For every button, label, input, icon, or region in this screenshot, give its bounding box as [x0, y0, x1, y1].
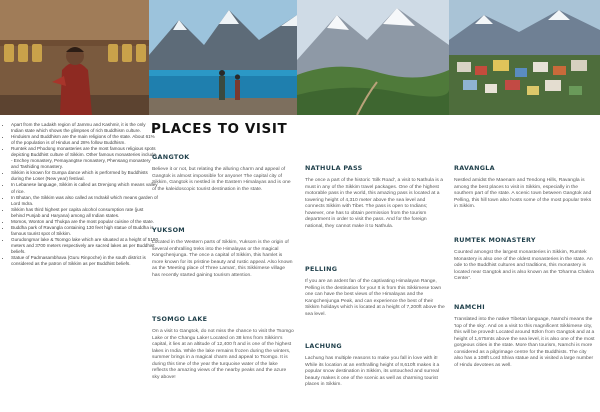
section-namchi	[454, 303, 596, 369]
village-photo	[449, 0, 600, 115]
section-body: Lachung has multiple reasons to make you fall in love with it! While its location at an enthralling height of 8,610ft makes it a popular snow destination in Sikkim, its untouched and surreal beauty makes it one of the scenic as well as charming tourist places in Sikkim.	[305, 356, 440, 388]
fact-item: • Buddha park of Ravangla containing 130 feet high statue of Buddha is famous tourist spot of Sikkim.	[11, 225, 158, 237]
fact-item: • Sikkim has third highest per capita alcohol consumption rate (just behind Punjab and Haryana) among all Indian states.	[11, 207, 158, 219]
section-heading: GANGTOK	[152, 153, 190, 161]
section-tsomgo-lake	[152, 315, 294, 381]
section-gangtok	[152, 153, 294, 193]
fact-item: • Statue of Padmasambhava (Guru Rinpoche) in the south district is considered as the patron of Sikkim as per Buddhist beliefs.	[11, 255, 158, 267]
section-nathula-pass	[305, 164, 445, 230]
lake-hikers-photo	[149, 0, 297, 115]
section-lachung	[305, 342, 445, 389]
fact-item: • Sikkim is known for Gumpa dance which is performed by Buddhists during the Loser (New year) festival.	[11, 170, 158, 182]
fact-item: • Rumtek and Phodong monasteries are the most famous religious spots depicting Buddhist culture of Sikkim. Other famous monasteries include - Enchey monastery, Pemayangtse monastery, Phensang monastery and Tashiding monastery.	[11, 146, 158, 170]
monastery-photo	[0, 0, 149, 115]
section-ravangla	[454, 164, 596, 211]
fact-item: • Momos, Wonton and Thukpa are the most popular cuisine of the state.	[11, 219, 158, 225]
section-heading: TSOMGO LAKE	[152, 315, 208, 323]
section-heading: YUKSOM	[152, 226, 185, 234]
section-body: If you are an ardent fan of the captivating Himalayan Range, Pelling is the destination for you! It is from this Sikkimese town one can have the best views of the Himalayas and the Kangchenjunga Peak, and can experience the best of their Sikkim holidays which is located at a height of 7,200ft above the sea level.	[305, 279, 445, 317]
section-body: On a visit to Gangtok, do not miss the chance to visit the Tsomgo Lake or the Changu Lake! Located on 38 kms from Sikkim's capital, it lies at an altitude of 12,400 ft and is one of the highest lakes in India. While the lake remains frozen during the winters, summer brings in a magical charm and appeal to Tsomgo. It is during this time of the year the turquoise water of the lake reflects the amazing views of the nearby peaks and the azure sky above!	[152, 329, 294, 380]
mountain-valley-photo	[297, 0, 449, 115]
page-title: PLACES TO VISIT	[151, 121, 288, 137]
section-heading: LACHUNG	[305, 342, 342, 350]
section-body: Translated into the native Tibetan language, Namchi means the 'top of the sky'. And on a visit to this magnificent Sikkimese city, this will be proved! Located around 92km from Gangtok and at a height of 1,675mts above the sea level, it is also one of the most gorgeous cities in the state. More than tourism, Namchi is more considered as a pilgrimage centre for the Buddhists. The city also has a 108ft Lord Shiva statue and is visited a large number of Hindu devotees as well.	[454, 317, 595, 368]
section-heading: PELLING	[305, 265, 338, 273]
section-body: Counted amongst the largest monasteries in Sikkim, Rumtek Monastery is also one of the oldest monasteries in the state. An ode to the Buddhist cultures and traditions, this monastery is located near Gangtok and is also known as the 'Dharma Chakra Center'.	[454, 250, 594, 282]
section-body: Nestled amidst the Maenam and Tendong Hills, Ravangla is among the best places to visit in Sikkim, especially in the southern part of the state. A scenic town between Gangtok and Pelling, this hill town also hosts some of the most popular treks in Sikkim.	[454, 178, 592, 210]
section-rumtek-monastery	[454, 236, 596, 283]
section-heading: RUMTEK MONASTERY	[454, 236, 536, 244]
fact-item: • In Lebanese language, Sikkim is called as Drenjong which means valley of rice.	[11, 182, 158, 194]
fact-item: • In Bhutan, the Sikkim was also called as Indrakil which means garden of Lord Indra.	[11, 195, 158, 207]
section-yuksom	[152, 226, 294, 279]
fact-item: • Gurudongmar lake & Tsomgo lake which are situated at a height of 5180 meters and 3700 meters respectively are sacred lakes as per Buddhist beliefs.	[11, 237, 158, 255]
section-heading: RAVANGLA	[454, 164, 495, 172]
section-body: Believe it or not, but relating the alluring charm and appeal of Gangtok is almost impossible for anyone! The capital city of Sikkim, Gangtok is nestled in the Eastern Himalayas and is one of the kaleidoscopic tourist destination in the state.	[152, 167, 291, 192]
facts-list	[2, 122, 158, 267]
fact-item: • Hinduism and Buddhism are the main religions of the state. About 61% of the population is of Hindus and 28% follow Buddhism.	[11, 134, 158, 146]
section-pelling	[305, 265, 445, 318]
section-body: Located in the Western parts of Sikkim, Yuksom is the origin of several enthralling treks into the Himalayas or the magical Kangchenjunga. The once a capital of Sikkim, this hamlet is more known for its pristine beauty and rustic appeal. Also known as the 'Meeting place of Three Lamas', this Sikkimese village has recently started gaining tourism attention.	[152, 240, 293, 278]
section-heading: NATHULA PASS	[305, 164, 363, 172]
section-heading: NAMCHI	[454, 303, 485, 311]
fact-item: • Apart from the Ladakh region of Jammu and Kashmir, it is the only Indian state which shows the glimpses of rich Buddhism culture.	[11, 122, 158, 134]
section-body: The once a part of the historic 'Silk Road', a visit to Nathula is a must in any of the Sikkim travel packages. One of the highest motorable pass in the world, this amazing pass is located at a towering height of 4,310 meter above the sea level and connects Sikkim with Tibet. The pass is open to Indians; however, one has to obtain permission from the tourism department in order to visit the pass. And for the foreign national, they cannot make it to Nathula.	[305, 178, 444, 229]
